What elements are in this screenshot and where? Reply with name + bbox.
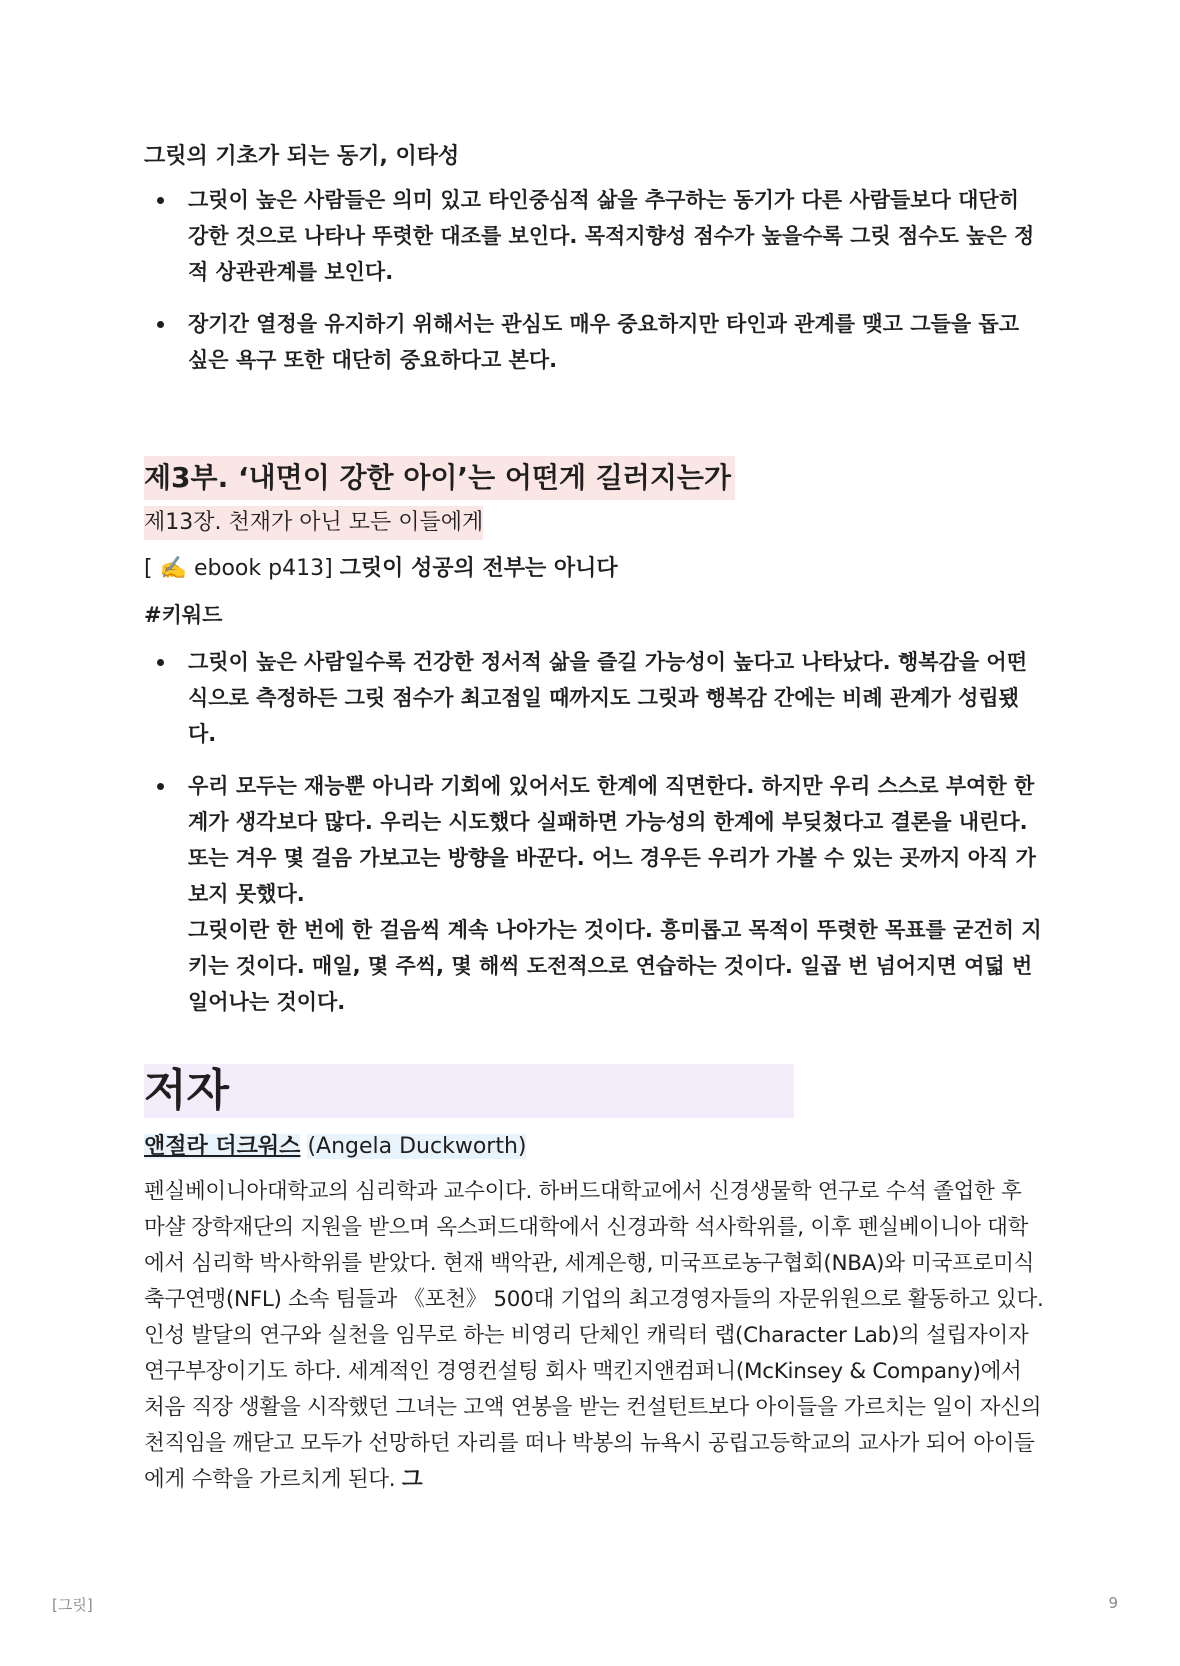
bullet-text-continued: 그릿이란 한 번에 한 걸음씩 계속 나아가는 것이다. 흥미롭고 목적이 뚜렷한 목표를 굳건히 지키는 것이다. 매일, 몇 주씩, 몇 해씩 도전적으로 연습하는 것이다. 일곱 번 넘어지면 여덟 번 일어나는 것이다.: [188, 918, 1042, 1014]
part-title: 제3부. ‘내면이 강한 아이’는 어떤게 길러지는가: [144, 456, 735, 500]
author-bio: [144, 1174, 1044, 1498]
author-heading: 저자: [144, 1064, 794, 1118]
bullet-text: 우리 모두는 재능뿐 아니라 기회에 있어서도 한계에 직면한다. 하지만 우리 스스로 부여한 한계가 생각보다 많다. 우리는 시도했다 실패하면 가능성의 한계에 부딪쳤다고 결론을 내린다. 또는 겨우 몇 걸음 가보고는 방향을 바꾼다. 어느 경우든 우리가 가볼 수 있는 곳까지 아직 가보지 못했다.: [188, 774, 1036, 906]
bullet-dot-icon: [157, 783, 164, 790]
ebook-page-ref: [ ✍️ ebook p413]: [144, 556, 333, 581]
chapter-title: 제13장. 천재가 아닌 모든 이들에게: [144, 506, 483, 540]
list-item: [144, 644, 1044, 752]
bullet-dot-icon: [157, 659, 164, 666]
reference-title: 그릿이 성공의 전부는 아니다: [339, 556, 618, 581]
author-bio-tail: 그: [401, 1467, 423, 1492]
page-content: [144, 140, 1044, 1498]
bullet-text: 그릿이 높은 사람일수록 건강한 정서적 삶을 즐길 가능성이 높다고 나타났다. 행복감을 어떤 식으로 측정하든 그릿 점수가 최고점일 때까지도 그릿과 행복감 간에는 비례 관계가 성립됐다.: [188, 650, 1027, 746]
bullet-text: 그릿이 높은 사람들은 의미 있고 타인중심적 삶을 추구하는 동기가 다른 사람들보다 대단히 강한 것으로 나타나 뚜렷한 대조를 보인다. 목적지향성 점수가 높을수록 그릿 점수도 높은 정적 상관관계를 보인다.: [188, 188, 1035, 284]
footer-book-title: [그릿]: [52, 1596, 93, 1614]
author-bio-text: 펜실베이니아대학교의 심리학과 교수이다. 하버드대학교에서 신경생물학 연구로 수석 졸업한 후 마샬 장학재단의 지원을 받으며 옥스퍼드대학에서 신경과학 석사학위를, 이후 펜실베이니아 대학에서 심리학 박사학위를 받았다. 현재 백악관, 세계은행, 미국프로농구협회(NBA)와 미국프로미식축구연맹(NFL) 소속 팀들과 《포천》 500대 기업의 최고경영자들의 자문위원으로 활동하고 있다. 인성 발달의 연구와 실천을 임무로 하는 비영리 단체인 캐릭터 랩(Character Lab)의 설립자이자 연구부장이기도 하다. 세계적인 경영컨설팅 회사 맥킨지앤컴퍼니(McKinsey & Company)에서 처음 직장 생활을 시작했던 그녀는 고액 연봉을 받는 컨설턴트보다 아이들을 가르치는 일이 자신의 천직임을 깨닫고 모두가 선망하던 자리를 떠나 박봉의 뉴욕시 공립고등학교의 교사가 되어 아이들에게 수학을 가르치게 된다.: [144, 1179, 1044, 1492]
altruism-bullet-list: [144, 182, 1044, 378]
page-number: 9: [1108, 1594, 1118, 1612]
author-name-english: (Angela Duckworth): [307, 1134, 527, 1159]
section-heading-altruism: 그릿의 기초가 되는 동기, 이타성: [144, 144, 460, 169]
bullet-dot-icon: [157, 197, 164, 204]
bullet-text: 장기간 열정을 유지하기 위해서는 관심도 매우 중요하지만 타인과 관계를 맺고 그들을 돕고 싶은 욕구 또한 대단히 중요하다고 본다.: [188, 312, 1020, 372]
list-item: [144, 306, 1044, 378]
keyword-tag: #키워드: [144, 603, 223, 627]
author-name-link[interactable]: 앤절라 더크워스: [144, 1134, 301, 1159]
keyword-bullet-list: [144, 644, 1044, 1020]
list-item: [144, 768, 1044, 1020]
ebook-reference: [144, 552, 1044, 586]
list-item: [144, 182, 1044, 290]
bullet-dot-icon: [157, 321, 164, 328]
author-name: [144, 1130, 1044, 1164]
